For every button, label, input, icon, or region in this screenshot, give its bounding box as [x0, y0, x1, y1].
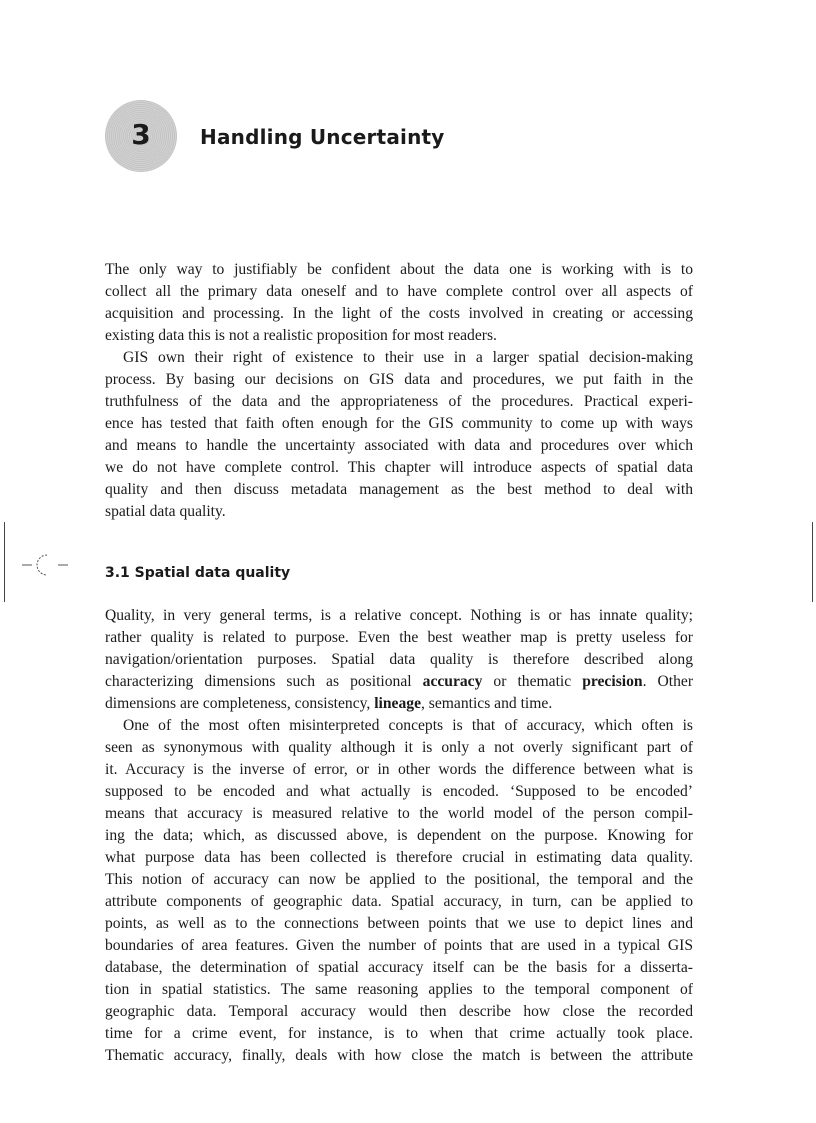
text-line: rather quality is related to purpose. Even the best weather map is pretty useless for	[105, 629, 693, 646]
text-line: boundaries of area features. Given the number of points that are used in a typical GIS	[105, 937, 693, 954]
text-line: Quality, in very general terms, is a relative concept. Nothing is or has innate quality;	[105, 607, 693, 624]
text-line: we do not have complete control. This chapter will introduce aspects of spatial data	[105, 459, 693, 476]
text-line	[105, 671, 693, 693]
section-text	[105, 605, 693, 1067]
text-line: GIS own their right of existence to their use in a larger spatial decision-making	[123, 349, 693, 366]
text-run: , semantics and time.	[421, 695, 553, 712]
page-edge-line-right	[812, 522, 813, 602]
section-heading: 3.1 Spatial data quality	[105, 565, 291, 581]
text-line: time for a crime event, for instance, is to when that crime actually took place.	[105, 1025, 693, 1042]
chapter-number: 3	[131, 118, 151, 151]
text-line: quality and then discuss metadata management as the best method to deal with	[105, 481, 693, 498]
text-line: existing data this is not a realistic proposition for most readers.	[105, 327, 497, 344]
crop-mark-icon	[20, 550, 70, 580]
text-run: characterizing dimensions such as positional	[105, 673, 423, 690]
text-line: Thematic accuracy, finally, deals with how close the match is between the attribute	[105, 1047, 693, 1064]
bold-term-accuracy: accuracy	[422, 673, 483, 690]
text-line: truthfulness of the data and the appropriateness of the procedures. Practical experi-	[105, 393, 693, 410]
text-line: what purpose data has been collected is therefore crucial in estimating data quality.	[105, 849, 693, 866]
text-run: dimensions are completeness, consistency,	[105, 695, 375, 712]
text-line: supposed to be encoded and what actually is encoded. ‘Supposed to be encoded’	[105, 783, 693, 800]
text-line: ing the data; which, as discussed above, is dependent on the purpose. Knowing for	[105, 827, 693, 844]
text-run: . Other	[642, 673, 693, 690]
text-line	[105, 693, 693, 715]
text-line: spatial data quality.	[105, 503, 226, 520]
text-line: database, the determination of spatial accuracy itself can be the basis for a disserta-	[105, 959, 693, 976]
text-line: geographic data. Temporal accuracy would then describe how close the recorded	[105, 1003, 693, 1020]
text-line: and means to handle the uncertainty associated with data and procedures over which	[105, 437, 693, 454]
page-edge-line-left	[4, 522, 5, 602]
bold-term-precision: precision	[582, 673, 643, 690]
chapter-number-badge	[105, 100, 177, 172]
bold-term-lineage: lineage	[374, 695, 421, 712]
text-line: process. By basing our decisions on GIS data and procedures, we put faith in the	[105, 371, 693, 388]
intro-text	[105, 259, 693, 523]
chapter-title: Handling Uncertainty	[200, 125, 445, 149]
text-line: attribute components of geographic data. Spatial accuracy, in turn, can be applied to	[105, 893, 693, 910]
text-line: ence has tested that faith often enough for the GIS community to come up with ways	[105, 415, 693, 432]
text-line: navigation/orientation purposes. Spatial data quality is therefore described along	[105, 651, 693, 668]
text-line: collect all the primary data oneself and to have complete control over all aspects of	[105, 283, 693, 300]
text-line: seen as synonymous with quality although it is only a not overly significant part of	[105, 739, 693, 756]
text-line: tion in spatial statistics. The same reasoning applies to the temporal component of	[105, 981, 693, 998]
text-line: acquisition and processing. In the light of the costs involved in creating or accessing	[105, 305, 693, 322]
text-line: This notion of accuracy can now be applied to the positional, the temporal and the	[105, 871, 693, 888]
text-run: or thematic	[482, 673, 583, 690]
text-line: The only way to justifiably be confident about the data one is working with is to	[105, 261, 693, 278]
text-line: it. Accuracy is the inverse of error, or in other words the difference between what is	[105, 761, 693, 778]
text-line: points, as well as to the connections between points that we use to depict lines and	[105, 915, 693, 932]
text-line: means that accuracy is measured relative to the world model of the person compil-	[105, 805, 693, 822]
text-line: One of the most often misinterpreted concepts is that of accuracy, which often is	[123, 717, 693, 734]
